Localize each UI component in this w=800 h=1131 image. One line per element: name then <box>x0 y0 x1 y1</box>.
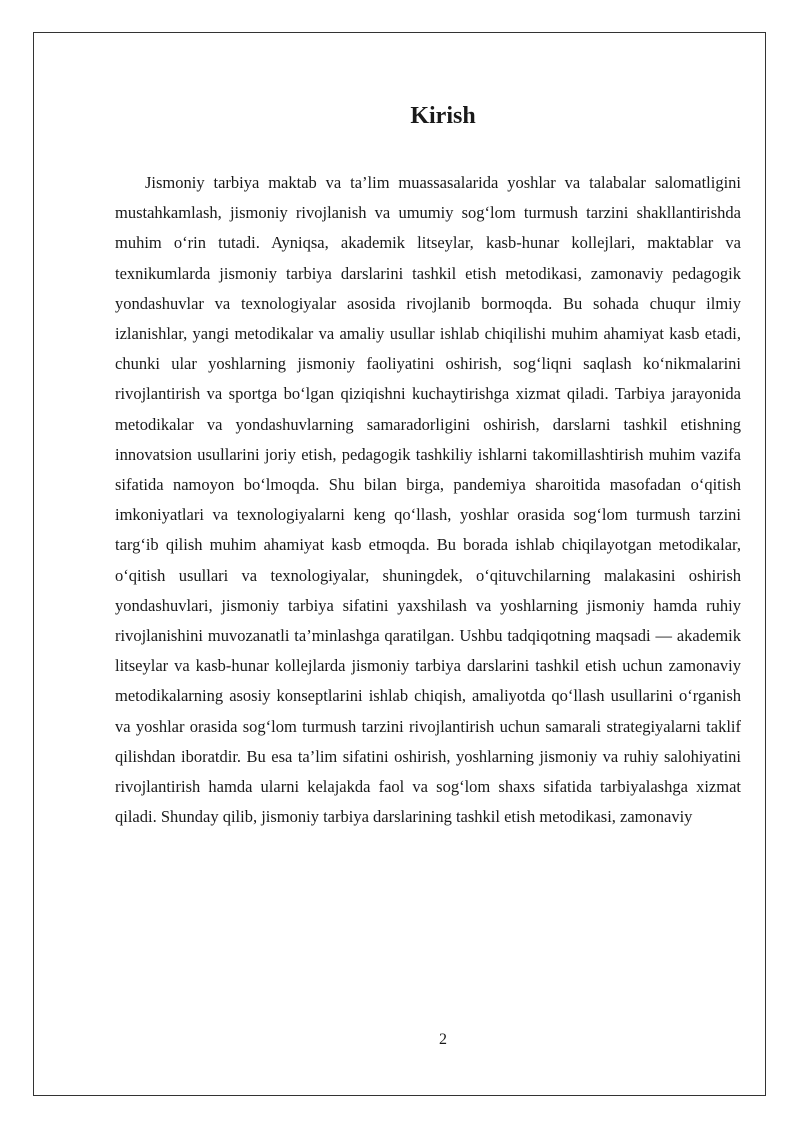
body-paragraph: Jismoniy tarbiya maktab va ta’lim muassasalarida yoshlar va talabalar salomatligini mustahkamlash, jismoniy rivojlanish va umumiy sog‘lom turmush tarzini shakllantirishda muhim o‘rin tutadi. Ayniqsa, akademik litseylar, kasb-hunar kollejlari, maktablar va texnikumlarda jismoniy tarbiya darslarini tashkil etish metodikasi, zamonaviy pedagogik yondashuvlar va texnologiyalar asosida rivojlanib bormoqda. Bu sohada chuqur ilmiy izlanishlar, yangi metodikalar va amaliy usullar ishlab chiqilishi muhim ahamiyat kasb etadi, chunki ular yoshlarning jismoniy faoliyatini oshirish, sog‘liqni saqlash ko‘nikmalarini rivojlantirish va sportga bo‘lgan qiziqishni kuchaytirishga xizmat qiladi. Tarbiya jarayonida metodikalar va yondashuvlarning samaradorligini oshirish, darslarni tashkil etishning innovatsion usullarini joriy etish, pedagogik tashkiliy ishlarni takomillashtirish muhim vazifa sifatida namoyon bo‘lmoqda. Shu bilan birga, pandemiya sharoitida masofadan o‘qitish imkoniyatlari va texnologiyalarni keng qo‘llash, yoshlar orasida sog‘lom turmush tarzini targ‘ib qilish muhim ahamiyat kasb etmoqda. Bu borada ishlab chiqilayotgan metodikalar, o‘qitish usullari va texnologiyalar, shuningdek, o‘qituvchilarning malakasini oshirish yondashuvlari, jismoniy tarbiya sifatini yaxshilash va yoshlarning jismoniy hamda ruhiy rivojlanishini muvozanatli ta’minlashga qaratilgan. Ushbu tadqiqotning maqsadi — akademik litseylar va kasb-hunar kollejlarda jismoniy tarbiya darslarini tashkil etish uchun zamonaviy metodikalarning asosiy konseptlarini ishlab chiqish, amaliyotda qo‘llash usullarini o‘rganish va yoshlar orasida sog‘lom turmush tarzini rivojlantirish uchun samarali strategiyalarni taklif qilishdan iboratdir. Bu esa ta’lim sifatini oshirish, yoshlarning jismoniy va ruhiy salohiyatini rivojlantirish hamda ularni kelajakda faol va sog‘lom shaxs sifatida tarbiyalashga xizmat qiladi. Shunday qilib, jismoniy tarbiya darslarining tashkil etish metodikasi, zamonaviy <box>115 173 741 827</box>
page-number: 2 <box>439 1031 447 1048</box>
section-heading: Kirish <box>410 103 476 129</box>
